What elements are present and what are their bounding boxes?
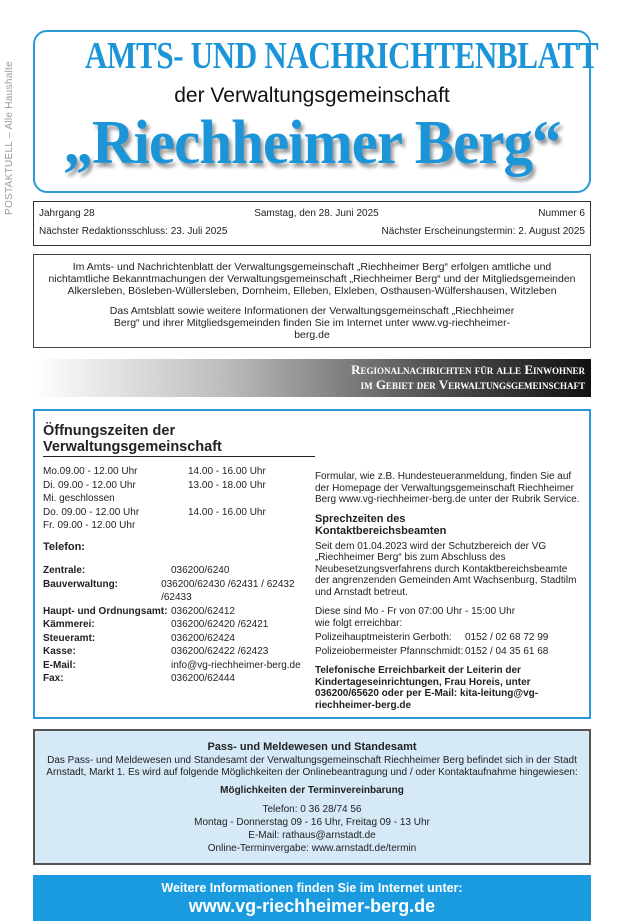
registry-email[interactable]: E-Mail: rathaus@arnstadt.de [248, 830, 376, 841]
registry-title: Pass- und Meldewesen und Standesamt [207, 741, 417, 753]
intro-text: Im Amts- und Nachrichtenblatt der Verwaltungsgemeinschaft „Riechheimer Berg“ erfolgen amtliche und nichtamtliche Bekanntmachungen der Verwaltungsgemeinschaft „Riechheimer Berg“ und der Mitgliedsgemeinden Alkersleben, Bösleben-Wüllersleben, Dornheim, Elleben, Elxleben, Osthausen-Wülfershausen, Witzleben [48, 261, 576, 297]
masthead-title: AMTS- UND NACHRICHTENBLATT [84, 35, 599, 77]
intro-box [33, 254, 591, 348]
appointment-heading: Möglichkeiten der Terminvereinbarung [220, 785, 404, 796]
banner-line: Regionalnachrichten für alle Einwohner [351, 362, 585, 377]
opening-hours-title: Öffnungszeiten der Verwaltungsgemeinschaft [43, 423, 315, 457]
distribution-label: POSTAKTUELL – Alle Haushalte [4, 60, 15, 215]
phone-row-cell: 036200/62444 [171, 673, 235, 684]
phone-row-cell: E-Mail: [43, 659, 76, 671]
phone-row [43, 672, 315, 686]
banner-line: im Gebiet der Verwaltungsgemeinschaft [360, 377, 585, 392]
issue-number: Nummer 6 [538, 208, 585, 219]
hours-row-cell: Fr. 09.00 - 12.00 Uhr [43, 520, 136, 531]
phone-row [43, 618, 315, 632]
hours-row [43, 519, 315, 533]
phone-row [43, 632, 315, 646]
officer-row-cell: 0152 / 02 68 72 99 [464, 632, 549, 643]
phone-row-cell: Haupt- und Ordnungsamt: [43, 605, 168, 617]
phone-row [43, 605, 315, 619]
hours-row-cell: 14.00 - 16.00 Uhr [188, 506, 266, 518]
hours-row [43, 506, 315, 520]
phone-row-cell: info@vg-riechheimer-berg.de [171, 659, 301, 671]
editorial-deadline: Nächster Redaktionsschluss: 23. Juli 2025 [39, 226, 228, 237]
phone-row-cell: Fax: [43, 673, 64, 684]
phone-row [43, 578, 315, 605]
police-text: Seit dem 01.04.2023 wird der Schutzbereich der VG „Riechheimer Berg“ bis zum Abschluss des Neubesetzungsverfahrens durch Kontaktbereichsbeamte der angrenzenden Gemeinden Amt Wachsenburg, Stadtilm und Arnstadt betreut. [314, 540, 577, 598]
registry-office-box [33, 729, 591, 865]
officer-row-cell: 0152 / 04 35 61 68 [464, 646, 549, 657]
police-hours: Diese sind Mo - Fr von 07:00 Uhr - 15:00 Uhr wie folgt erreichbar: [314, 606, 516, 629]
phone-row-cell: Kämmerei: [43, 619, 95, 630]
masthead-subtitle: der Verwaltungsgemeinschaft [174, 84, 450, 107]
registry-text: Das Pass- und Meldewesen und Standesamt der Verwaltungsgemeinschaft Riechheimer Berg befindet sich in der Stadt Arnstadt, Markt 1. Es wird auf folgende Möglichkeiten der Onlinebeantragung und / oder Kontaktaufnahme hingewiesen: [46, 755, 578, 778]
content-flow [33, 254, 591, 921]
forms-text: Formular, wie z.B. Hundesteueranmeldung, finden Sie auf der Homepage der Verwaltungsgemeinschaft Riechheimer Berg www.vg-riechheimer-berg.de unter der Rubrik Service. [314, 471, 580, 505]
phone-row-cell: 036200/62424 [171, 632, 235, 644]
hours-row [43, 465, 315, 479]
hours-row-cell: Do. 09.00 - 12.00 Uhr [43, 506, 140, 518]
kita-contact: Telefonische Erreichbarkeit der Leiterin der Kindertageseinrichtungen, Frau Horeis, unter 036200/65620 oder per E-Mail: kita-leitung@vg-riechheimer-berg.de [314, 665, 539, 711]
phone-row-cell: 036200/62422 /62423 [171, 646, 269, 657]
phone-row [43, 564, 315, 578]
phone-row-cell: Steueramt: [43, 632, 96, 644]
hours-row-cell: 14.00 - 16.00 Uhr [188, 466, 266, 477]
opening-hours-box [33, 409, 591, 719]
volume: Jahrgang 28 [39, 208, 95, 219]
hours-row-cell: Mi. geschlossen [43, 493, 115, 504]
registry-hours: Montag - Donnerstag 09 - 16 Uhr, Freitag 09 - 13 Uhr [194, 817, 430, 828]
registry-phone: Telefon: 0 36 28/74 56 [262, 804, 362, 815]
phone-row [43, 659, 315, 673]
hours-row-cell: 13.00 - 18.00 Uhr [188, 479, 266, 491]
phone-row-cell: Bauverwaltung: [43, 578, 119, 590]
issue-info [33, 201, 591, 246]
phone-row-cell: Kasse: [43, 646, 76, 657]
masthead-name: „Riechheimer Berg“ [63, 109, 561, 177]
phone-row-cell: 036200/62412 [171, 605, 235, 617]
phone-row-cell: 036200/62420 /62421 [171, 619, 269, 630]
hours-row-cell: Mo.09.00 - 12.00 Uhr [43, 466, 138, 477]
registry-online[interactable]: Online-Terminvergabe: www.arnstadt.de/termin [207, 843, 417, 854]
footer-banner [33, 875, 591, 921]
masthead [33, 30, 599, 193]
officer-row-cell: Polizeiobermeister Pfannschmidt: [314, 646, 464, 657]
police-heading: Sprechzeiten des Kontaktbereichsbeamten [314, 512, 447, 537]
phone-heading: Telefon: [43, 540, 85, 553]
phone-row-cell: 036200/6240 [171, 565, 230, 576]
hours-row-cell: Di. 09.00 - 12.00 Uhr [43, 479, 136, 491]
phone-row-cell: Zentrale: [43, 565, 86, 576]
hours-row [43, 479, 315, 493]
officer-row [315, 645, 581, 659]
officer-row-cell: Polizeihauptmeisterin Gerboth: [314, 632, 452, 643]
officer-row [315, 631, 581, 645]
next-issue-date: Nächster Erscheinungstermin: 2. August 2025 [381, 226, 585, 237]
footer-url[interactable]: www.vg-riechheimer-berg.de [188, 896, 436, 916]
hours-row [43, 492, 315, 506]
section-banner [33, 359, 591, 397]
issue-date: Samstag, den 28. Juni 2025 [254, 208, 379, 219]
phone-row-cell: 036200/62430 /62431 / 62432 /62433 [161, 578, 295, 603]
phone-row [43, 645, 315, 659]
footer-text: Weitere Informationen finden Sie im Internet unter: [161, 881, 463, 895]
intro-web-text: Das Amtsblatt sowie weitere Informationen der Verwaltungsgemeinschaft „Riechheimer Berg“ und ihrer Mitgliedsgemeinden finden Sie im Internet unter www.vg-riechheimer-berg.de [109, 305, 515, 341]
